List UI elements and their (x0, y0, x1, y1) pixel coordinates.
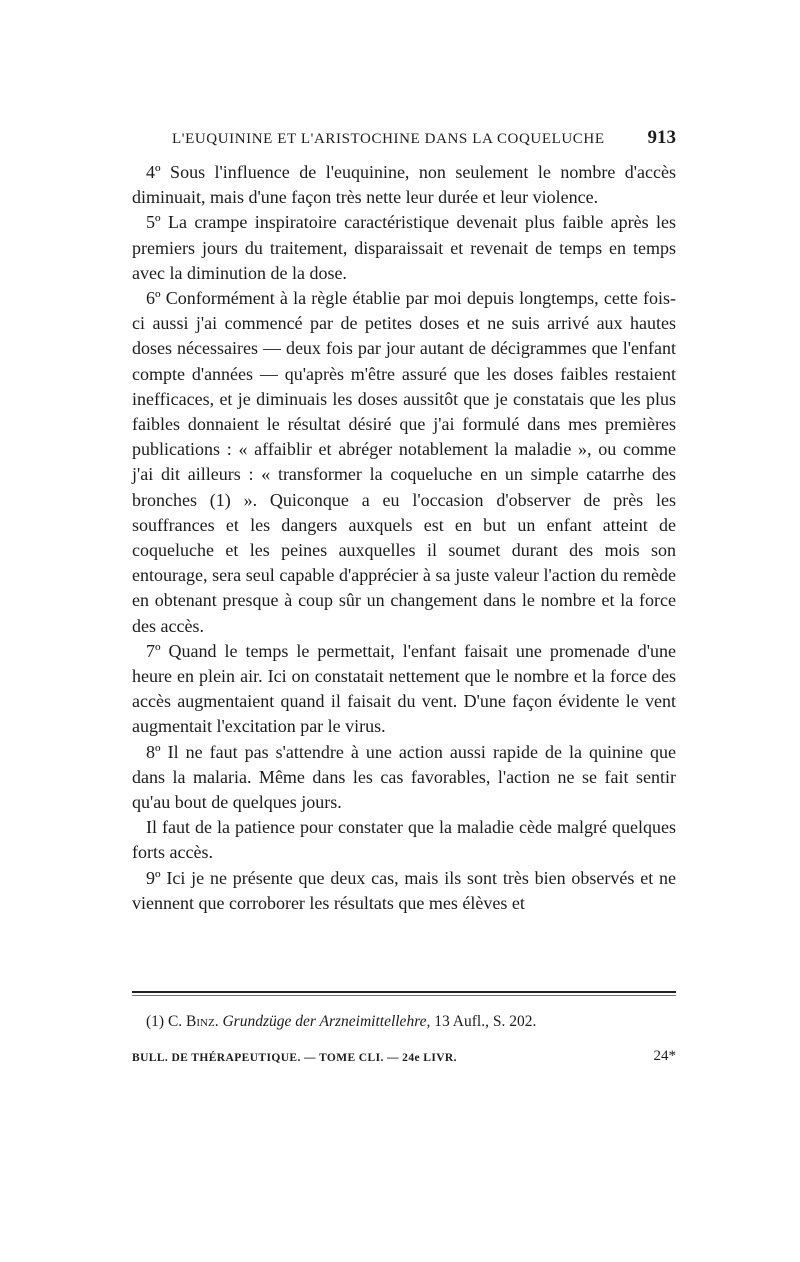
footnote-work: Grundzüge der Arzneimittellehre, (222, 1013, 431, 1030)
paragraph-9: 9º Ici je ne présente que deux cas, mais ils sont très bien observés et ne viennent que corroborer les résultats que mes élèves et (132, 867, 676, 913)
footnote-separator-rule (132, 991, 676, 993)
footnote-details: 13 Aufl., S. 202. (434, 1013, 537, 1030)
body-text (132, 160, 676, 916)
paragraph-8: 8º Il ne faut pas s'attendre à une action aussi rapide de la quinine que dans la malaria. Même dans les cas favorables, l'action ne se fait sentir qu'au bout de quelques jours. (132, 741, 676, 813)
paragraph-5: 5º La crampe inspiratoire caractéristique devenait plus faible après les premiers jours du traitement, disparaissait et revenait de temps en temps avec la diminution de la dose. (132, 212, 676, 283)
paragraph-6: 6º Conformément à la règle établie par moi depuis longtemps, cette fois-ci aussi j'ai commencé par de petites doses et ne suis arrivé aux hautes doses nécessaires — deux fois par jour autant de décigrammes que l'enfant compte d'années — qu'après m'être assuré que les doses faibles restaient inefficaces, et je diminuais les doses aussitôt que je constatais que les plus faibles donnaient le résultat désiré que j'ai formulé dans mes premières publications : « affaiblir et abréger notablement la maladie », ou comme j'ai dit ailleurs : « transformer la coqueluche en un simple catarrhe des bronches (1) ». Quiconque a eu l'occasion d'observer de près les souffrances et les dangers auxquels est en but un enfant atteint de coqueluche et les peines auxquelles il soumet durant des mois son entourage, sera seul capable d'apprécier à sa juste valeur l'action du remède en obtenant presque à coup sûr un changement dans le nombre et la force des accès. (132, 288, 676, 636)
running-head-title: L'EUQUININE ET L'ARISTOCHINE DANS LA COQUELUCHE (172, 131, 605, 147)
page-number: 913 (647, 127, 676, 148)
footnote (146, 1012, 676, 1032)
running-head (172, 122, 676, 148)
journal-signature: BULL. DE THÉRAPEUTIQUE. — TOME CLI. — 24e LIVR. (132, 1052, 457, 1064)
paragraph-8-continued: Il faut de la patience pour constater que la maladie cède malgré quelques forts accès. (132, 817, 676, 863)
book-page (132, 0, 676, 1262)
paragraph-7: 7º Quand le temps le permettait, l'enfant faisait une promenade d'une heure en plein air. Ici on constatait nettement que le nombre et la force des accès augmentaient quand il faisait du vent. D'une façon évidente le vent augmentait l'excitation par le virus. (132, 640, 676, 737)
paragraph-4: 4º Sous l'influence de l'euquinine, non seulement le nombre d'accès diminuait, mais d'une façon très nette leur durée et leur violence. (132, 162, 676, 208)
footnote-author: Binz. (186, 1013, 219, 1030)
sheet-signature: 24* (653, 1048, 676, 1064)
footnote-marker: (1) C. (146, 1013, 183, 1030)
signature-line (132, 1044, 676, 1064)
